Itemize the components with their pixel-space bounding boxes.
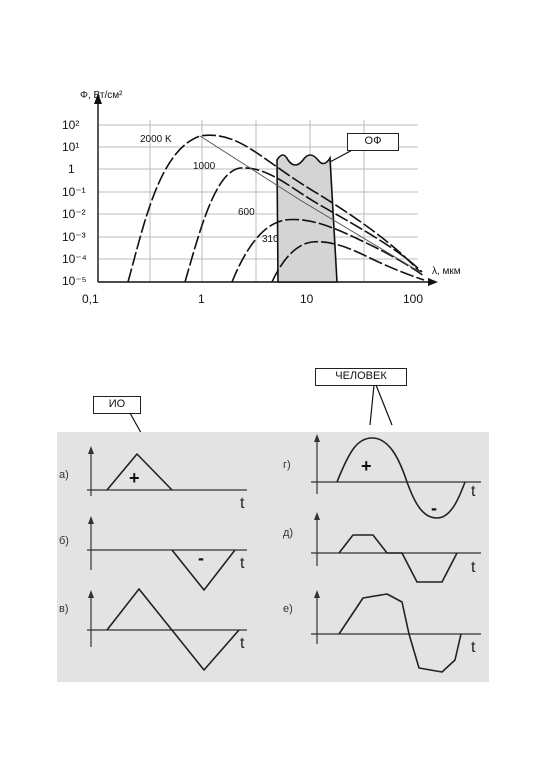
panel-label: г) [283, 459, 291, 471]
wave-d [339, 535, 457, 582]
minus-sign: - [431, 498, 437, 518]
y-tick: 10⁻⁵ [62, 274, 87, 288]
curve-label-310: 310 [262, 234, 279, 245]
spectral-chart [0, 0, 540, 340]
panel-e [283, 590, 481, 672]
y-tick: 10⁻³ [62, 230, 86, 244]
panel-label: а) [59, 469, 69, 481]
plus-sign: + [129, 468, 140, 488]
panel-d [283, 512, 481, 582]
waveform-panels [57, 432, 489, 682]
t-label: t [471, 483, 476, 500]
curve-2000k [128, 135, 420, 282]
x-tick: 10 [300, 292, 314, 306]
y-tick: 10⁻⁴ [62, 252, 87, 266]
x-axis-arrow [428, 278, 438, 286]
y-tick: 1 [68, 162, 75, 176]
x-tick-labels [82, 292, 423, 306]
panel-v [59, 589, 247, 670]
panel-label: д) [283, 527, 294, 539]
panel-a [59, 446, 247, 512]
x-tick: 100 [403, 292, 424, 306]
panel-g [283, 434, 481, 518]
minus-sign: - [198, 548, 204, 568]
curve-label-600: 600 [238, 207, 255, 218]
panel-label: в) [59, 603, 69, 615]
y-tick-labels [62, 118, 87, 288]
t-label: t [240, 555, 245, 572]
y-tick: 10² [62, 118, 80, 132]
t-label: t [240, 635, 245, 652]
panel-b [59, 516, 247, 590]
io-callout: ИО [93, 396, 141, 414]
panel-label: б) [59, 535, 69, 547]
human-callout: ЧЕЛОВЕК [315, 368, 407, 386]
y-tick: 10¹ [62, 140, 80, 154]
y-tick: 10⁻² [62, 207, 86, 221]
panel-label: е) [283, 603, 293, 615]
y-axis-label: Φ, Вт/см² [80, 90, 123, 101]
t-label: t [471, 559, 476, 576]
x-tick: 0,1 [82, 292, 99, 306]
x-axis-label: λ, мкм [432, 266, 461, 277]
wave-g [337, 438, 465, 518]
plus-sign: + [361, 456, 372, 476]
t-label: t [240, 495, 245, 512]
curve-label-2000k: 2000 K [140, 134, 172, 145]
of-callout: ОФ [347, 133, 399, 151]
curve-label-1000: 1000 [193, 161, 216, 172]
wave-e [339, 594, 461, 672]
x-tick: 1 [198, 292, 205, 306]
t-label: t [471, 639, 476, 656]
y-tick: 10⁻¹ [62, 185, 86, 199]
